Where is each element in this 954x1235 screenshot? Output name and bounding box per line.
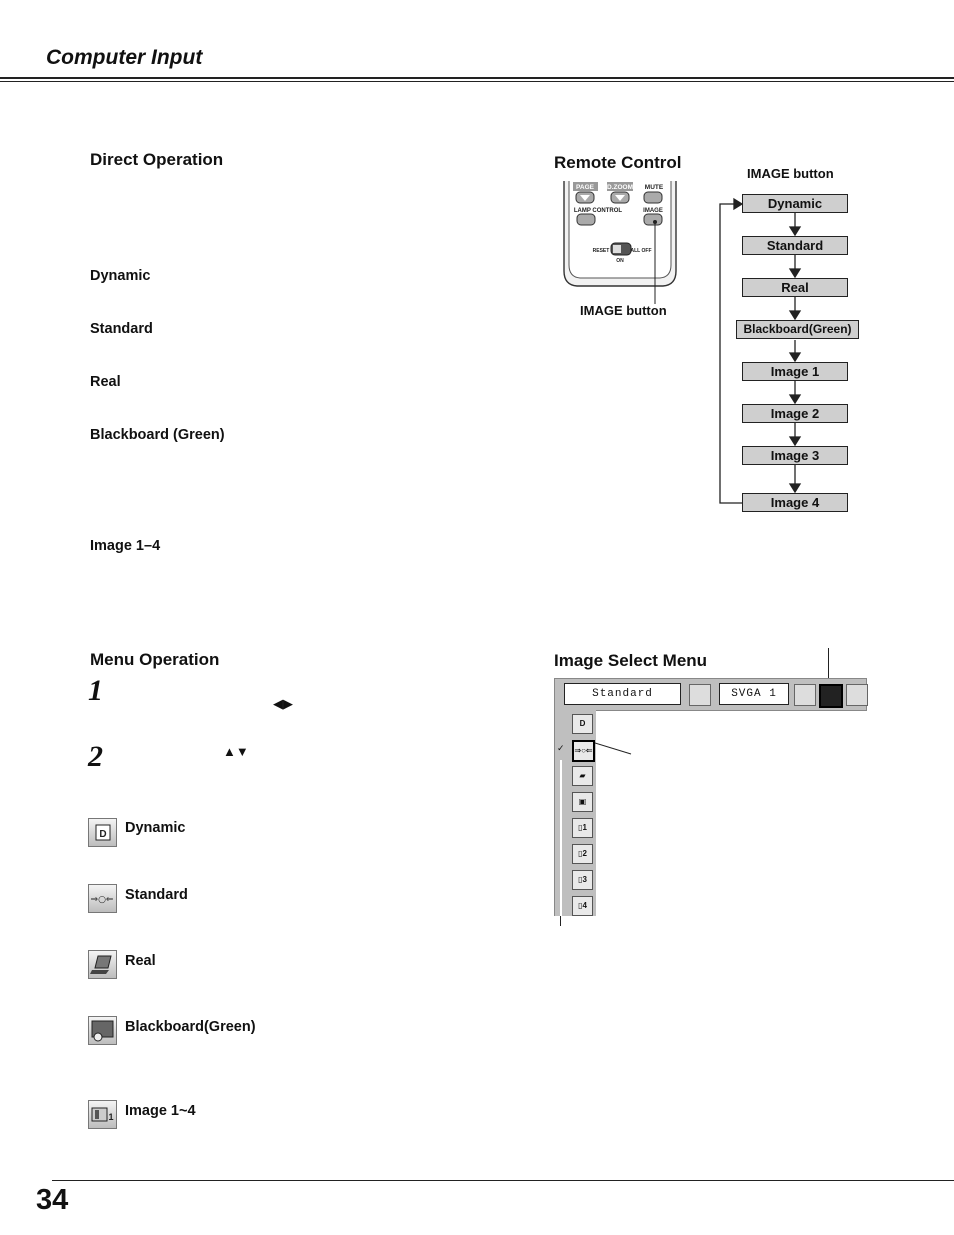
image-adjust-icon[interactable]	[819, 684, 843, 708]
image-mode-icon	[88, 1100, 117, 1129]
flow-item-image1: Image 1	[742, 362, 848, 381]
menu-icon-blackboard[interactable]: ▣	[572, 792, 593, 812]
menu-field-svga[interactable]: SVGA 1	[719, 683, 789, 705]
remote-leader-line	[650, 218, 662, 306]
direct-item-dynamic: Dynamic	[90, 268, 151, 284]
page-number: 34	[36, 1184, 69, 1216]
header-rule-thin	[0, 81, 954, 82]
checkmark-icon: ✓	[557, 743, 565, 753]
direct-item-standard: Standard	[90, 321, 153, 337]
remote-key-mute-label: MUTE	[644, 184, 664, 191]
remote-control-heading: Remote Control	[554, 153, 682, 172]
menu-field-standard[interactable]: Standard	[564, 683, 681, 705]
direct-operation-heading: Direct Operation	[90, 150, 224, 169]
flow-item-dynamic: Dynamic	[742, 194, 848, 213]
remote-key-image-label: IMAGE	[643, 208, 663, 214]
standard-mode-icon	[88, 884, 117, 913]
remote-key-alloff-label: ALL OFF	[630, 248, 652, 254]
blackboard-mode-icon	[88, 1016, 117, 1045]
menu-icon-standard[interactable]: ⇒○⇐	[572, 740, 595, 762]
menu-item-column	[554, 710, 596, 916]
callout-line-top	[828, 648, 829, 680]
menu-tools-icon[interactable]	[846, 684, 868, 706]
footer-rule	[52, 1180, 954, 1181]
remote-key-dzoom-label: D.ZOOM	[607, 184, 633, 191]
menu-icon-image1[interactable]: ▯1	[572, 818, 593, 838]
flow-item-image4: Image 4	[742, 493, 848, 512]
svg-text:⇒○⇐: ⇒○⇐	[90, 895, 114, 905]
menu-icon-image4[interactable]: ▯4	[572, 896, 593, 916]
up-down-arrows-icon: ▲▼	[223, 744, 249, 759]
real-mode-icon	[88, 950, 117, 979]
flow-title: IMAGE button	[747, 166, 834, 181]
remote-key-lamp-label: LAMP CONTROL	[573, 208, 623, 214]
menu-scroll-indicator	[560, 760, 562, 916]
remote-key-reset-label: RESET	[592, 248, 610, 254]
left-right-arrows-icon: ◀▶	[273, 696, 293, 711]
menu-operation-heading: Menu Operation	[90, 650, 220, 669]
flow-item-real: Real	[742, 278, 848, 297]
svg-text:D: D	[99, 829, 107, 840]
svg-text:1: 1	[108, 1112, 114, 1122]
menu-item-dynamic: Dynamic	[125, 820, 186, 836]
menu-icon-real[interactable]: ▰	[572, 766, 593, 786]
page-header-title: Computer Input	[46, 46, 203, 69]
remote-key-on-label: ON	[616, 258, 624, 264]
menu-icon-image2[interactable]: ▯2	[572, 844, 593, 864]
flow-item-standard: Standard	[742, 236, 848, 255]
flow-arrows	[700, 190, 820, 520]
menu-bar	[554, 678, 867, 711]
dynamic-mode-icon	[88, 818, 117, 847]
header-rule	[0, 77, 954, 79]
image-select-menu-heading: Image Select Menu	[554, 651, 708, 670]
callout-line-pointer	[595, 740, 635, 760]
menu-settings-icon[interactable]	[689, 684, 711, 706]
callout-line-bottom	[560, 916, 561, 926]
menu-item-standard: Standard	[125, 887, 188, 903]
menu-item-blackboard: Blackboard(Green)	[125, 1019, 256, 1035]
direct-item-blackboard: Blackboard (Green)	[90, 427, 225, 443]
flow-item-image3: Image 3	[742, 446, 848, 465]
menu-item-image: Image 1~4	[125, 1103, 196, 1119]
menu-item-real: Real	[125, 953, 156, 969]
step-2-number: 2	[88, 740, 103, 773]
menu-icon-image3[interactable]: ▯3	[572, 870, 593, 890]
direct-item-image: Image 1–4	[90, 538, 161, 554]
step-1-number: 1	[88, 674, 103, 707]
direct-item-real: Real	[90, 374, 121, 390]
flow-item-image2: Image 2	[742, 404, 848, 423]
menu-icon-dynamic[interactable]: D	[572, 714, 593, 734]
remote-key-page-label: PAGE	[576, 184, 594, 191]
remote-image-button-label: IMAGE button	[580, 303, 667, 318]
flow-item-blackboard: Blackboard(Green)	[736, 320, 859, 339]
menu-screen-icon[interactable]	[794, 684, 816, 706]
